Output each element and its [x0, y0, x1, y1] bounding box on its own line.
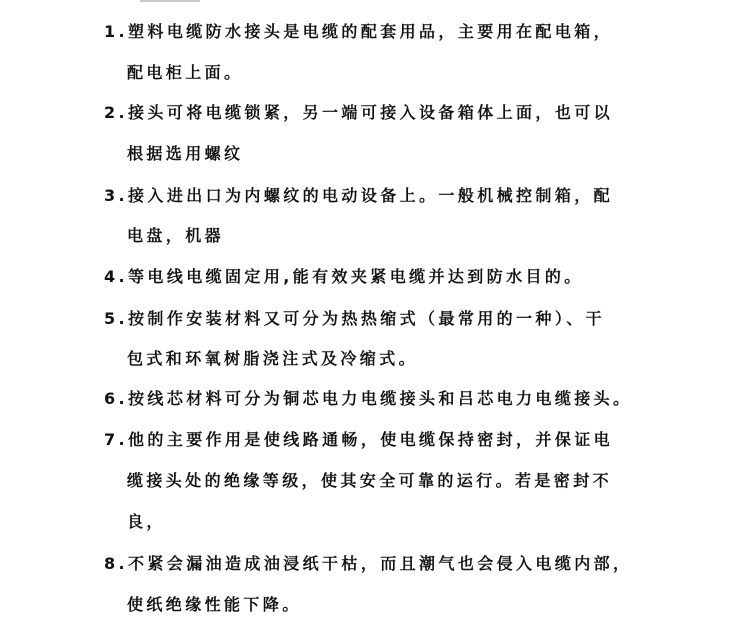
- item-4-line-1: [104, 267, 584, 287]
- item-number: 4.: [104, 267, 129, 286]
- item-3-line-2: 电盘，机器: [127, 226, 225, 245]
- item-5-line-2: 包式和环氧树脂浇注式及冷缩式。: [127, 349, 419, 368]
- item-number: 1.: [104, 22, 129, 41]
- item-text: 按线芯材料可分为铜芯电力电缆接头和吕芯电力电缆接头。: [128, 389, 633, 408]
- item-1-line-2: 配电柜上面。: [127, 63, 244, 82]
- item-2-line-1: [104, 103, 613, 123]
- item-number: 5.: [104, 309, 129, 328]
- item-text: 他的主要作用是使线路通畅，使电缆保持密封，并保证电: [128, 430, 614, 449]
- item-1-line-1: [104, 22, 613, 42]
- item-7-line-1: [104, 430, 613, 450]
- item-text: 塑料电缆防水接头是电缆的配套用品，主要用在配电箱，: [128, 22, 614, 41]
- item-6-line-1: [104, 389, 632, 409]
- item-2-line-2: 根据选用螺纹: [127, 144, 244, 163]
- item-text: 接入进出口为内螺纹的电动设备上。一般机械控制箱，配: [128, 186, 614, 205]
- item-text: 按制作安装材料又可分为热热缩式（最常用的一种）、干: [128, 309, 606, 328]
- item-number: 3.: [104, 186, 129, 205]
- item-8-line-1: [104, 554, 632, 574]
- item-7-line-2: 缆接头处的绝缘等级，使其安全可靠的运行。若是密封不: [127, 471, 613, 490]
- item-7-line-3: 良，: [127, 512, 166, 531]
- top-divider: [140, 0, 200, 2]
- item-number: 8.: [104, 554, 129, 573]
- item-number: 2.: [104, 103, 129, 122]
- item-text: 等电线电缆固定用,能有效夹紧电缆并达到防水目的。: [128, 267, 584, 286]
- item-number: 6.: [104, 389, 129, 408]
- item-8-line-2: 使纸绝缘性能下降。: [127, 595, 302, 614]
- item-5-line-1: [104, 309, 605, 329]
- item-text: 接头可将电缆锁紧，另一端可接入设备箱体上面，也可以: [128, 103, 614, 122]
- item-text: 不紧会漏油造成油浸纸干枯，而且潮气也会侵入电缆内部，: [128, 554, 633, 573]
- item-3-line-1: [104, 186, 613, 206]
- item-number: 7.: [104, 430, 129, 449]
